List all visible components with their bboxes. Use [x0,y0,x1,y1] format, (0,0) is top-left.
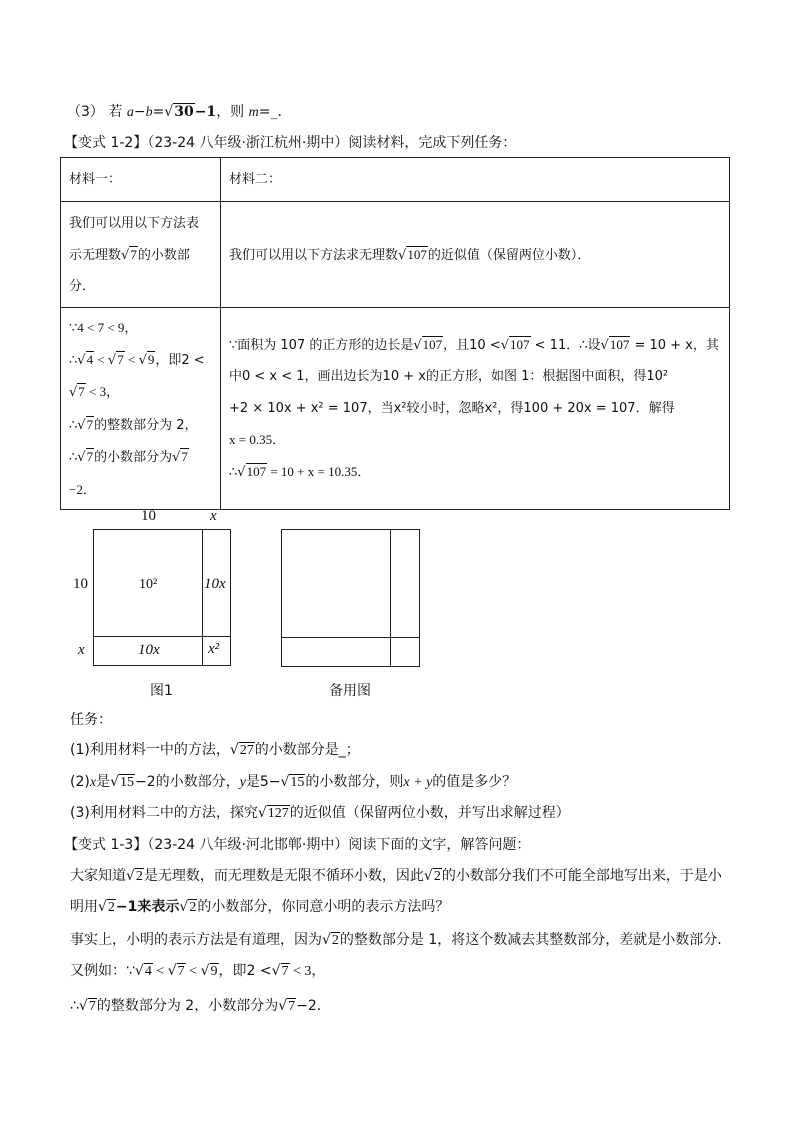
sqrt-15: √15 [110,774,134,790]
v13-para-5: ∴√7的整数部分为 2，小数部分为√7−2． [70,998,331,1014]
variant-1-3-heading [64,835,530,855]
variant-1-2-source: （23-24 八年级·浙江杭州·期中） [147,135,349,151]
sqrt-30: √30 [164,104,194,120]
m1-line6: −2． [69,481,96,497]
fig1-cell-bottom: 10x [138,642,160,658]
material-2-intro: 我们可以用以下方法求无理数√107的近似值（保留两位小数）． [221,202,730,308]
material-1-intro [61,202,221,308]
variant-1-3-text: 阅读下面的文字，解答问题： [348,837,531,853]
fig1-left-x: x [78,642,85,658]
material-2-body [221,308,730,510]
m2-line5: ∴√107 = 10 + x = 10.35． [229,463,371,480]
q3-m: m [248,105,259,120]
v13-para-2: 明用√2−1来表示√2的小数部分，你同意小明的表示方法吗？ [70,899,450,915]
fig1-top-x: x [210,508,217,524]
sqrt-107: √107 [398,246,427,263]
v13-para-1: 大家知道√2是无理数，而无理数是无限不循环小数，因此√2的小数部分我们不可能全部地写出来，于是小 [70,868,722,884]
variant-1-2-text: 阅读材料，完成下列任务： [348,135,517,151]
q3-b: b [145,105,153,120]
tasks-title: 任务： [70,712,112,728]
m2-line2: 中0 < x < 1，画出边长为10 + x的正方形，如图 1：根据图中面积，得10² [229,369,669,385]
question-3 [67,102,282,123]
m1-intro-line2: 示无理数√7的小数部 [69,246,190,263]
variant-1-2-heading [64,133,516,153]
fig2-caption: 备用图 [329,683,371,699]
m1-line1: ∵4 < 7 < 9， [69,320,138,335]
q3-end: . [277,104,282,120]
header-material-2: 材料二： [221,158,730,202]
q3-a: a [126,105,134,120]
radicand-30: 30 [174,104,194,120]
m1-line4: ∴√7的整数部分为 2， [69,416,198,433]
fig2-square [281,529,420,667]
q3-label: （3） [67,104,104,120]
m1-intro-line3: 分． [69,278,96,294]
fig1-vline [202,529,203,666]
m2-line3: +2 × 10x + x² = 107，当x²较小时，忽略x²，得100 + 20x = 107．解得 [229,400,675,416]
m2-line1: ∵面积为 107 的正方形的边长是√107，且10 <√107 < 11．∴设√107 = 10 + x，其 [229,336,719,353]
variant-1-2-tag: 【变式 1-2】 [64,135,148,151]
fig1-hline [93,636,231,637]
fig1-cell-big: 10² [139,577,158,592]
q3-blank: _ [270,104,278,120]
variant-1-3-tag: 【变式 1-3】 [64,837,148,853]
material-table [60,157,730,510]
fig1-top-10: 10 [141,508,156,524]
m2-line4: x = 0.35． [229,432,286,448]
variant-1-3-source: （23-24 八年级·河北邯郸·期中） [147,837,349,853]
task-2: (2)x是√15−2的小数部分，y是5−√15的小数部分，则x + y的值是多少？ [70,772,516,793]
v13-para-4: 又例如：∵√4 < √7 < √9，即2 <√7 < 3， [70,963,326,979]
fig2-vline [390,529,391,667]
v13-para-3: 事实上，小明的表示方法是有道理，因为√2的整数部分是 1，将这个数减去其整数部分，差就是小数部分． [70,932,732,948]
task-1: (1)利用材料一中的方法，√27的小数部分是_； [70,740,360,761]
m1-line2: ∴√4 < √7 < √9，即2 < [69,351,205,368]
material-1-body [61,308,221,510]
header-material-1: 材料一： [61,158,221,202]
q3-then: ，则 [216,104,245,120]
q3-eq: = [152,104,165,120]
figure-1 [60,505,250,705]
fig1-cell-right: 10x [204,576,226,592]
q3-rest: −1 [194,104,217,120]
q3-minus: − [133,104,146,120]
m1-line5: ∴√7的小数部分为√7 [69,449,188,465]
sqrt-27: √27 [229,742,254,758]
fig1-caption: 图1 [150,683,173,699]
fig1-left-10: 10 [73,576,88,592]
m1-line3: √7 < 3， [69,384,120,400]
figure-2 [270,505,440,705]
fig1-cell-corner: x² [208,641,220,657]
sqrt-127: √127 [257,805,289,821]
fig2-hline [281,637,420,638]
m1-intro-line1: 我们可以用以下方法表 [69,215,200,231]
q3-if: 若 [108,104,123,120]
task-3: (3)利用材料二中的方法，探究√127的近似值（保留两位小数，并写出求解过程） [70,803,570,824]
q3-eq2: = [258,104,271,120]
